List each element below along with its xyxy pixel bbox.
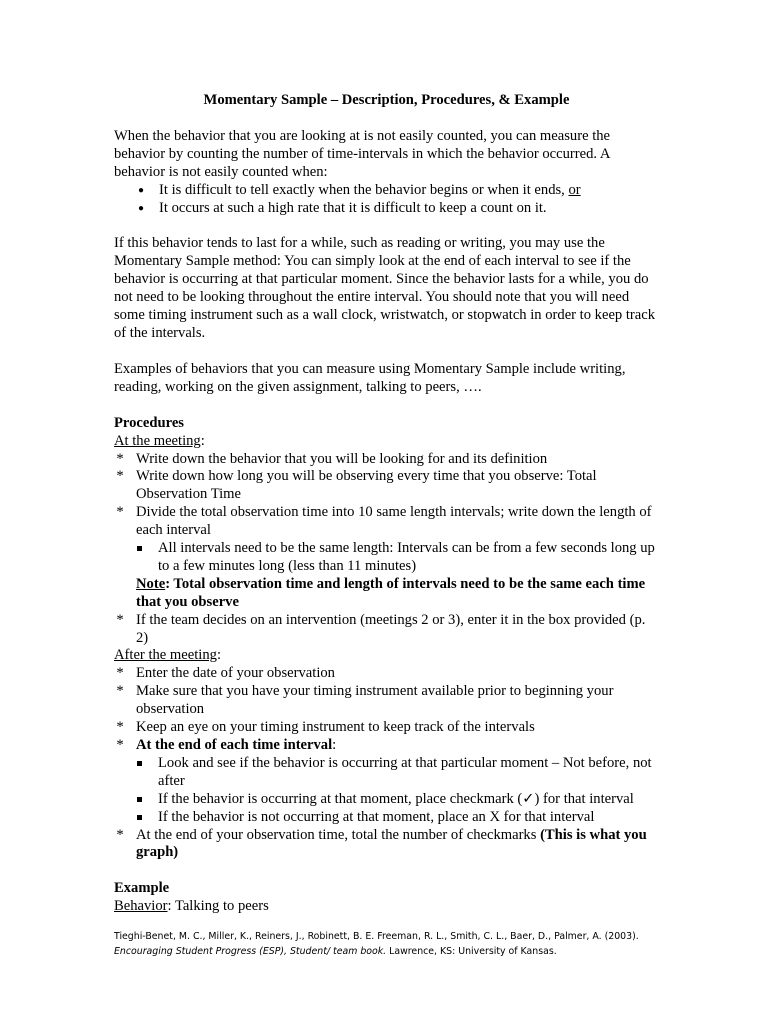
at-meeting-heading: At the meeting: — [114, 432, 205, 449]
list-item: * Enter the date of your observation — [114, 665, 659, 683]
list-item: If the behavior is occurring at that moment, place checkmark (✓) for that interval — [136, 791, 659, 809]
end-interval-sub-list — [136, 755, 659, 827]
asterisk-icon: * — [116, 826, 124, 843]
list-item: If the behavior is not occurring at that moment, place an X for that interval — [136, 809, 659, 827]
document-body — [114, 92, 659, 916]
asterisk-icon: * — [116, 683, 124, 700]
asterisk-icon: * — [116, 719, 124, 736]
bullet-icon: ● — [138, 202, 145, 214]
document-title: Momentary Sample – Description, Procedures, & Example — [203, 92, 570, 108]
after-meeting-heading: After the meeting: — [114, 647, 221, 664]
asterisk-icon: * — [116, 665, 124, 682]
square-bullet-icon — [137, 797, 142, 802]
list-item: * Keep an eye on your timing instrument to keep track of the intervals — [114, 719, 659, 737]
after-meeting-list — [114, 665, 659, 862]
list-item — [134, 182, 659, 200]
asterisk-icon: * — [116, 468, 124, 485]
bullet-icon: ● — [138, 184, 145, 196]
examples-paragraph: Examples of behaviors that you can measure using Momentary Sample include writing, reading, working on the given assignment, talking to peers, …. — [114, 360, 626, 395]
note-text: Note: Total observation time and length of intervals need to be the same each time that you observe — [136, 575, 646, 610]
list-item: * Write down the behavior that you will be looking for and its definition — [114, 451, 659, 469]
bullet-text: It is difficult to tell exactly when the behavior begins or when it ends, — [159, 181, 565, 198]
list-item: * At the end of your observation time, total the number of checkmarks (This is what you graph) — [114, 827, 659, 863]
procedures-heading: Procedures — [114, 414, 184, 431]
list-item: * Write down how long you will be observing every time that you observe: Total Observation Time — [114, 468, 659, 504]
at-meeting-list — [114, 451, 659, 648]
interval-sub-list — [136, 540, 659, 576]
list-item: Look and see if the behavior is occurring at that particular moment – Not before, not after — [136, 755, 659, 791]
citation-line-1: Tieghi-Benet, M. C., Miller, K., Reiners, J., Robinett, B. E. Freeman, R. L., Smith, C. L., Baer, D., Palmer, A. (2003). — [114, 931, 639, 942]
asterisk-icon: * — [116, 504, 124, 521]
intro-bullet-list — [114, 182, 659, 218]
square-bullet-icon — [137, 761, 142, 766]
list-item: All intervals need to be the same length: Intervals can be from a few seconds long up to a few minutes long (less than 11 minutes) — [136, 540, 659, 576]
list-item — [134, 200, 659, 218]
citation-line-2: Encouraging Student Progress (ESP), Student/ team book. Lawrence, KS: University of Kansas. — [114, 945, 557, 957]
example-heading: Example — [114, 880, 170, 897]
intro-paragraph: When the behavior that you are looking at is not easily counted, you can measure the behavior by counting the number of time-intervals in which the behavior occurred. A behavior is not easily counted when: — [114, 127, 611, 180]
asterisk-icon: * — [116, 450, 124, 467]
list-item: * Make sure that you have your timing instrument available prior to beginning your observation — [114, 683, 659, 719]
square-bullet-icon — [137, 546, 142, 551]
list-item: * If the team decides on an intervention (meetings 2 or 3), enter it in the box provided (p. 2) — [114, 612, 659, 648]
asterisk-icon: * — [116, 737, 124, 753]
example-behavior: Behavior: Talking to peers — [114, 898, 269, 915]
bullet-suffix: or — [568, 181, 581, 198]
bullet-text: It occurs at such a high rate that it is difficult to keep a count on it. — [159, 199, 547, 216]
square-bullet-icon — [137, 815, 142, 820]
citation — [114, 930, 674, 959]
list-item: * At the end of each time interval: Look and see if the behavior is occurring at that particular moment – Not before, not after If the behavior is occurring at that moment, place checkmark (✓) for that interval If the behavior is not occurring at that moment, place an X for that interval — [114, 737, 659, 827]
method-paragraph: If this behavior tends to last for a while, such as reading or writing, you may use the Momentary Sample method: You can simply look at the end of each interval to see if the behavior is occurring at that particular moment. Since the behavior lasts for a while, you do not need to be looking throughout the entire interval. You should note that you will need some timing instrument such as a wall clock, wristwatch, or stopwatch in order to keep track of the intervals. — [114, 235, 656, 341]
asterisk-icon: * — [116, 611, 124, 628]
list-item: * Divide the total observation time into 10 same length intervals; write down the length of each interval All intervals need to be the same length: Intervals can be from a few seconds long up to a few minutes long (less than 11 minutes) Note: Total observation time and length of intervals need to be the same each time that you observe — [114, 504, 659, 611]
